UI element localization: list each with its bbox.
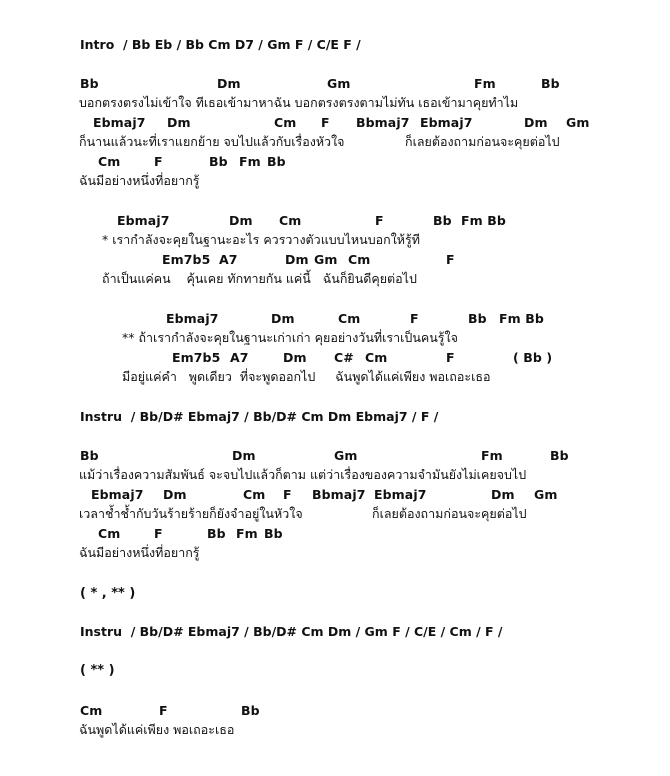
chord: Ebmaj7 <box>93 115 146 130</box>
chord: Bb <box>468 311 487 326</box>
chord: Cm <box>348 252 371 267</box>
lyric-line: มีอยู่แค่คำ พูดเดียว ที่จะพูดออกไป ฉันพูดได้แค่เพียง พอเถอะเธอ <box>122 369 491 384</box>
lyric-line: แม้ว่าเรื่องความสัมพันธ์ จะจบไปแล้วก็ตาม แต่ว่าเรื่องของความจำมันยังไม่เคยจบไป <box>79 467 527 482</box>
chord: Cm <box>98 154 121 169</box>
chord: C# <box>334 350 354 365</box>
instru-line: Instru / Bb/D# Ebmaj7 / Bb/D# Cm Dm Ebmaj7 / F / <box>80 409 439 424</box>
chord: Cm <box>98 526 121 541</box>
lyric-line: เวลาช้ำช้ำกับวันร้ายร้ายก็ยังจำอยู่ในหัวใจ <box>79 506 303 521</box>
chord: Bb <box>267 154 286 169</box>
chord: Cm <box>279 213 302 228</box>
chord: Ebmaj7 <box>420 115 473 130</box>
lyric-line: ** ถ้าเรากำลังจะคุยในฐานะเก่าเก่า คุยอย่างวันที่เราเป็นคนรู้ใจ <box>122 330 458 345</box>
chord: Bb <box>264 526 283 541</box>
chord: Em7b5 <box>172 350 221 365</box>
repeat-marker: ( ** ) <box>80 663 115 678</box>
chord: Bbmaj7 <box>312 487 366 502</box>
chord: F <box>159 703 168 718</box>
chord: Gm <box>314 252 338 267</box>
chord: F <box>446 350 455 365</box>
chord: Dm <box>163 487 187 502</box>
lyric-line: บอกตรงตรงไม่เข้าใจ ทีเธอเข้ามาหาฉัน บอกตรงตรงตามไม่ทัน เธอเข้ามาคุยทำไม <box>79 95 519 110</box>
chord: Dm <box>491 487 515 502</box>
chord: Dm <box>271 311 295 326</box>
chord: F <box>321 115 330 130</box>
chord: Gm <box>327 76 351 91</box>
chord: Bb <box>241 703 260 718</box>
chord: Fm <box>239 154 261 169</box>
chord: Cm <box>274 115 297 130</box>
chord: Bb <box>433 213 452 228</box>
chord: Fm <box>481 448 503 463</box>
instru-line: Instru / Bb/D# Ebmaj7 / Bb/D# Cm Dm / Gm F / C/E / Cm / F / <box>80 624 503 639</box>
chord: F <box>446 252 455 267</box>
chord: Dm <box>232 448 256 463</box>
chord: Dm <box>285 252 309 267</box>
lyric-line: ก็เลยต้องถามก่อนจะคุยต่อไป <box>372 506 527 521</box>
chord: Bb <box>541 76 560 91</box>
chord: A7 <box>219 252 238 267</box>
chord: F <box>375 213 384 228</box>
lyric-line: ฉันพูดได้แค่เพียง พอเถอะเธอ <box>79 722 235 737</box>
chord: Ebmaj7 <box>166 311 219 326</box>
chord: Bb <box>209 154 228 169</box>
lyric-line: ก็นานแล้วนะที่เราแยกย้าย จบไปแล้วกับเรื่องหัวใจ <box>79 134 345 149</box>
chord: Dm <box>167 115 191 130</box>
chord: Gm <box>566 115 590 130</box>
chord: Gm <box>334 448 358 463</box>
chord: Fm Bb <box>499 311 544 326</box>
chord: ( Bb ) <box>513 350 553 365</box>
chord: A7 <box>230 350 249 365</box>
intro-line: Intro / Bb Eb / Bb Cm D7 / Gm F / C/E F / <box>80 37 361 52</box>
chord: F <box>154 154 163 169</box>
chord: F <box>154 526 163 541</box>
chord: Cm <box>243 487 266 502</box>
chord: Bbmaj7 <box>356 115 410 130</box>
chord: Fm <box>474 76 496 91</box>
chord: Dm <box>283 350 307 365</box>
repeat-marker: ( * , ** ) <box>80 586 136 601</box>
chord: Bb <box>80 76 99 91</box>
lyric-line: ฉันมีอย่างหนึ่งที่อยากรู้ <box>79 173 200 188</box>
chord: F <box>283 487 292 502</box>
chord: Cm <box>80 703 103 718</box>
chord: Gm <box>534 487 558 502</box>
lyric-line: ฉันมีอย่างหนึ่งที่อยากรู้ <box>79 545 200 560</box>
chord: Bb <box>550 448 569 463</box>
chord: Ebmaj7 <box>117 213 170 228</box>
chord: Dm <box>524 115 548 130</box>
lyric-line: ถ้าเป็นแค่คน คุ้นเคย ทักทายกัน แค่นี้ ฉันก็ยินดีคุยต่อไป <box>102 271 417 286</box>
chord: Bb <box>207 526 226 541</box>
chord: Dm <box>217 76 241 91</box>
chord: Fm Bb <box>461 213 506 228</box>
chord: Em7b5 <box>162 252 211 267</box>
lyric-line: * เรากำลังจะคุยในฐานะอะไร ควรวางตัวแบบไหนบอกให้รู้ที <box>102 232 420 247</box>
chord: Dm <box>229 213 253 228</box>
chord: Ebmaj7 <box>374 487 427 502</box>
chord: Bb <box>80 448 99 463</box>
chord: Cm <box>365 350 388 365</box>
lyric-line: ก็เลยต้องถามก่อนจะคุยต่อไป <box>405 134 560 149</box>
chord: Cm <box>338 311 361 326</box>
chord: Fm <box>236 526 258 541</box>
chord: Ebmaj7 <box>91 487 144 502</box>
chord: F <box>410 311 419 326</box>
